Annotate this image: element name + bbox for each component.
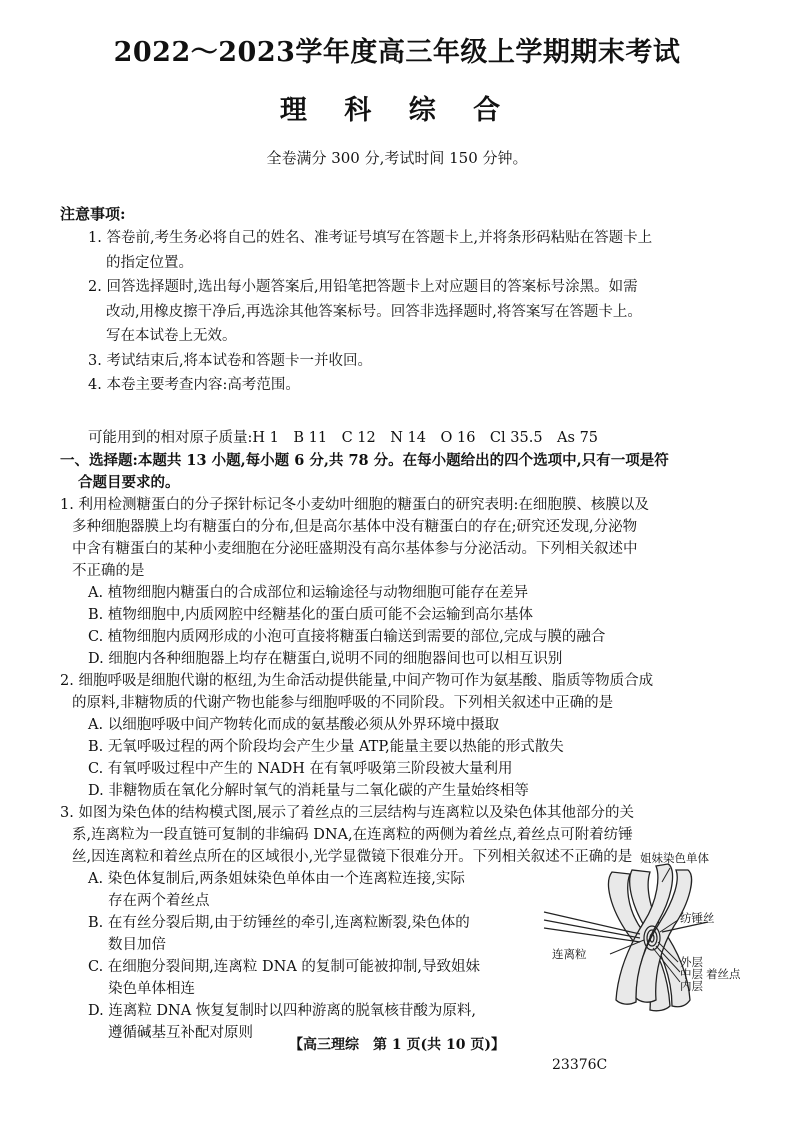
q3-option-d: D. 连离粒 DNA 恢复复制时以四种游离的脱氧核苷酸为原料, [88, 1003, 476, 1019]
q1-stem-line1: 1. 利用检测糖蛋白的分子探针标记冬小麦幼叶细胞的糖蛋白的研究表明:在细胞膜、核膜以及 [60, 497, 649, 513]
chromosome-figure [540, 850, 740, 1020]
label-inner-layer: 内层 [680, 979, 703, 993]
q3-option-c: C. 在细胞分裂间期,连离粒 DNA 的复制可能被抑制,导致姐妹 [88, 959, 481, 975]
q3-option-a: A. 染色体复制后,两条姐妹染色单体由一个连离粒连接,实际 [88, 871, 465, 887]
notice-item-3: 3. 考试结束后,将本试卷和答题卡一并收回。 [88, 352, 373, 369]
section-heading-line1: 一、选择题:本题共 13 小题,每小题 6 分,共 78 分。在每小题给出的四个选项中,只有一项是符 [60, 452, 669, 469]
notice-item-2-cont: 改动,用橡皮擦干净后,再选涂其他答案标号。回答非选择题时,将答案写在答题卡上。 [106, 303, 642, 320]
q1-option-c: C. 植物细胞内质网形成的小泡可直接将糖蛋白输送到需要的部位,完成与膜的融合 [88, 629, 606, 645]
q3-stem-line3: 丝,因连离粒和着丝点所在的区域很小,光学显微镜下很难分开。下列相关叙述不正确的是 [72, 849, 633, 865]
q3-option-b-cont: 数目加倍 [108, 937, 166, 953]
q1-option-a: A. 植物细胞内糖蛋白的合成部位和运输途径与动物细胞可能存在差异 [88, 585, 529, 601]
q2-stem-line2: 的原料,非糖物质的代谢产物也能参与细胞呼吸的不同阶段。下列相关叙述中正确的是 [72, 695, 614, 711]
notice-item-1: 1. 答卷前,考生务必将自己的姓名、准考证号填写在答题卡上,并将条形码粘贴在答题卡上 [88, 230, 653, 246]
label-middle-layer: 中层 [680, 967, 703, 981]
q1-option-b: B. 植物细胞中,内质网腔中经糖基化的蛋白质可能不会运输到高尔基体 [88, 607, 533, 623]
label-linker: 连离粒 [552, 947, 587, 961]
q3-option-a-cont: 存在两个着丝点 [108, 893, 210, 909]
exam-title: 2022～2023学年度高三年级上学期期末考试 [113, 37, 681, 68]
q3-option-b: B. 在有丝分裂后期,由于纺锤丝的牵引,连离粒断裂,染色体的 [88, 915, 470, 931]
paper-code: 23376C [552, 1057, 608, 1073]
notice-title: 注意事项: [60, 205, 126, 223]
q2-option-b: B. 无氧呼吸过程的两个阶段均会产生少量 ATP,能量主要以热能的形式散失 [88, 739, 564, 755]
exam-subject: 理 科 综 合 [279, 95, 515, 126]
section-heading [60, 450, 750, 494]
q3-option-c-cont: 染色单体相连 [108, 981, 195, 997]
q1-option-d: D. 细胞内各种细胞器上均存在糖蛋白,说明不同的细胞器间也可以相互识别 [88, 651, 563, 667]
notice-item-2: 2. 回答选择题时,选出每小题答案后,用铅笔把答题卡上对应题目的答案标号涂黑。如需 [88, 279, 638, 295]
notice-item-4: 4. 本卷主要考查内容:高考范围。 [88, 377, 300, 393]
q2-option-a: A. 以细胞呼吸中间产物转化而成的氨基酸必须从外界环境中摄取 [88, 717, 500, 733]
notice-list [88, 226, 748, 398]
label-sister-chromatid: 姐妹染色单体 [640, 851, 709, 865]
q2-option-d: D. 非糖物质在氧化分解时氧气的消耗量与二氧化碳的产生量始终相等 [88, 783, 529, 799]
chromosome-diagram [540, 850, 740, 1020]
section-heading-line2: 合题目要求的。 [78, 474, 180, 491]
notice-item-1-cont: 的指定位置。 [106, 254, 193, 271]
q3-option-d-cont: 遵循碱基互补配对原则 [108, 1025, 253, 1041]
label-outer-layer: 外层 [680, 955, 703, 969]
q3-stem-line1: 3. 如图为染色体的结构模式图,展示了着丝点的三层结构与连离粒以及染色体其他部分的关 [60, 805, 635, 821]
question-2 [60, 670, 750, 802]
q1-stem-line4: 不正确的是 [72, 563, 145, 579]
q3-stem-line2: 系,连离粒为一段直链可复制的非编码 DNA,在连离粒的两侧为着丝点,着丝点可附着纺锤 [72, 827, 633, 843]
label-spindle: 纺锤丝 [680, 911, 715, 925]
q2-stem-line1: 2. 细胞呼吸是细胞代谢的枢纽,为生命活动提供能量,中间产物可作为氨基酸、脂质等物质合成 [60, 673, 654, 689]
page-footer: 【高三理综 第 1 页(共 10 页)】 [289, 1037, 505, 1053]
q2-option-c: C. 有氧呼吸过程中产生的 NADH 在有氧呼吸第三阶段被大量利用 [88, 761, 513, 777]
label-centromere: 着丝点 [706, 967, 740, 981]
q1-stem-line2: 多种细胞器膜上均有糖蛋白的分布,但是高尔基体中没有糖蛋白的存在;研究还发现,分泌物 [72, 519, 638, 535]
atomic-masses: 可能用到的相对原子质量:H 1 B 11 C 12 N 14 O 16 Cl 35.5 As 75 [88, 430, 599, 446]
q1-stem-line3: 中含有糖蛋白的某种小麦细胞在分泌旺盛期没有高尔基体参与分泌活动。下列相关叙述中 [72, 541, 638, 557]
notice-item-2-cont2: 写在本试卷上无效。 [106, 328, 237, 344]
question-1 [60, 494, 750, 670]
exam-info: 全卷满分 300 分,考试时间 150 分钟。 [266, 149, 528, 167]
